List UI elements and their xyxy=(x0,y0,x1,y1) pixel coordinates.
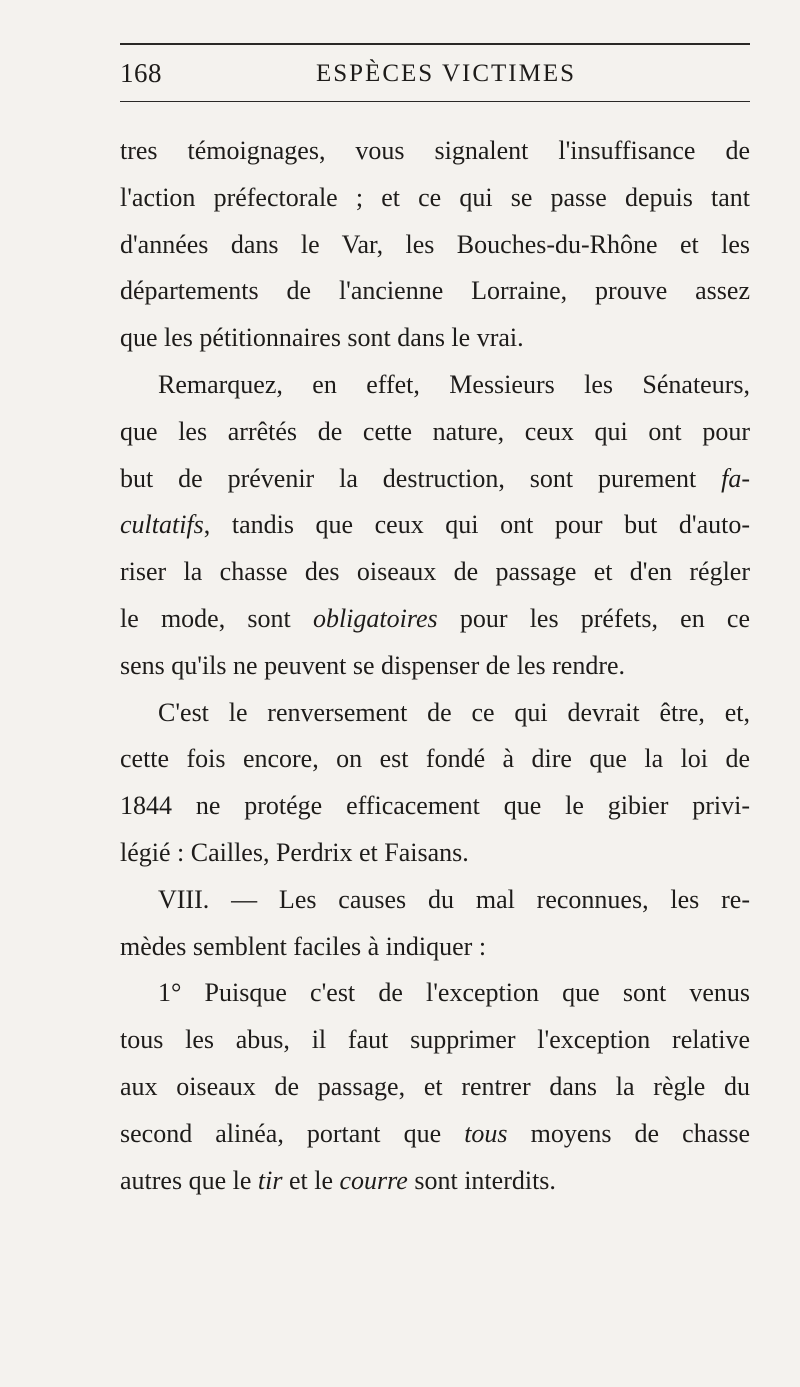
text-line: but de prévenir la destruction, sont purement fa- xyxy=(120,463,750,493)
text-line: tres témoignages, vous signalent l'insuffisance de xyxy=(120,136,750,165)
header-rule xyxy=(120,101,750,102)
italic-word: tous xyxy=(464,1118,508,1148)
text-line: aux oiseaux de passage, et rentrer dans la règle du xyxy=(120,1071,750,1101)
italic-word: tir xyxy=(257,1165,283,1195)
book-page xyxy=(120,38,750,1358)
text-line: cette fois encore, on est fondé à dire que la loi de xyxy=(120,744,750,774)
italic-word: obligatoires xyxy=(312,603,438,633)
text-line: 1844 ne protége efficacement que le gibier privi- xyxy=(120,791,750,821)
page-header xyxy=(120,58,750,98)
text-line: riser la chasse des oiseaux de passage et d'en régler xyxy=(120,557,750,587)
running-title: ESPÈCES VICTIMES xyxy=(315,60,577,87)
page-number: 168 xyxy=(120,58,162,88)
text-line: légié : Cailles, Perdrix et Faisans. xyxy=(120,837,469,867)
italic-word: courre xyxy=(339,1165,408,1195)
text-line: départements de l'ancienne Lorraine, prouve assez xyxy=(120,276,750,306)
text-line: mèdes semblent faciles à indiquer : xyxy=(120,931,487,961)
text-line: que les arrêtés de cette nature, ceux qui ont pour xyxy=(120,416,750,446)
text-line: que les pétitionnaires sont dans le vrai. xyxy=(120,323,524,353)
text-line: sens qu'ils ne peuvent se dispenser de les rendre. xyxy=(120,650,626,680)
text-line: second alinéa, portant que tous moyens de chasse xyxy=(120,1118,751,1148)
text-line: d'années dans le Var, les Bouches-du-Rhône et les xyxy=(120,229,750,259)
text-line: le mode, sont obligatoires pour les préfets, en ce xyxy=(120,603,750,633)
list-item-line: 1° Puisque c'est de l'exception que sont venus xyxy=(158,978,750,1008)
text-line: autres que le tir et le courre sont interdits. xyxy=(120,1165,556,1195)
paragraph-start-line: C'est le renversement de ce qui devrait être, et, xyxy=(158,697,750,727)
text-line: l'action préfectorale ; et ce qui se passe depuis tant xyxy=(120,182,750,212)
body-text xyxy=(120,128,750,1204)
italic-word: cultatifs xyxy=(120,510,204,540)
text-line: tous les abus, il faut supprimer l'exception relative xyxy=(120,1025,750,1055)
paragraph-start-line: Remarquez, en effet, Messieurs les Sénateurs, xyxy=(158,369,750,399)
section-heading-line: VIII. — Les causes du mal reconnues, les re- xyxy=(158,884,750,914)
text-line: cultatifs, tandis que ceux qui ont pour but d'auto- xyxy=(120,510,750,540)
top-rule xyxy=(120,43,750,45)
italic-word: fa- xyxy=(721,463,750,493)
